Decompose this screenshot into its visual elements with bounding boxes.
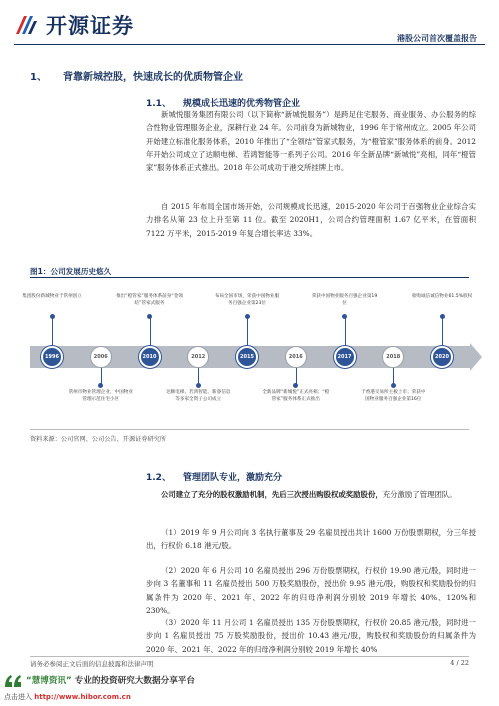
- section-1-2-heading: [146, 470, 282, 483]
- kaiyuan-logo-icon: [14, 14, 38, 36]
- timeline-connector: [393, 368, 394, 384]
- timeline-connector: [442, 316, 443, 346]
- timeline-event-label: 荣获中国物业服务百强企业第19位: [311, 294, 378, 306]
- timeline-marker: [342, 314, 347, 319]
- timeline-marker: [440, 314, 445, 319]
- timeline-marker: [98, 383, 103, 388]
- promo-tagline-text: 专业的投资研究大数据分享平台: [74, 676, 195, 686]
- timeline-connector: [52, 316, 53, 346]
- incentive-paragraph: [146, 488, 476, 501]
- promo-brand: “慧博资讯”: [26, 676, 72, 686]
- report-type-label: 港股公司首次覆盖报告: [397, 34, 477, 43]
- timeline-event-label: 收购诚信诚信物业61.5%股权: [411, 294, 473, 299]
- timeline-node-2016: 2016: [285, 346, 307, 368]
- section-title: 背靠新城控股，快速成长的优质物管企业: [62, 72, 243, 83]
- footer-disclaimer: 请务必参阅正文后面的信息披露和法律声明: [30, 660, 154, 668]
- timeline-connector: [296, 368, 297, 384]
- timeline-marker: [293, 383, 298, 388]
- timeline-node-2010: 2010: [139, 346, 161, 368]
- timeline-connector: [247, 316, 248, 346]
- section-number: 1.2、: [146, 473, 171, 483]
- timeline-marker: [245, 314, 250, 319]
- timeline-event-label: 达顺电梯、若鸿智能、新睿信息等多家全资子公司成立: [166, 390, 231, 402]
- section-1-heading: [30, 68, 243, 83]
- scale-paragraph: 自 2015 年布局全国市场开始，公司规模成长迅速，2015-2020 年公司于百强物业企业综合实力排名从第 23 位上升至第 11 位。截至 2020H1，公司合约管理面积 1.67 亿平米，在管面积 7122 万平米，2015-2019 年复合增长率达 33%。: [146, 202, 476, 238]
- timeline-node-2018: 2018: [382, 346, 404, 368]
- promo-link-line: [4, 692, 131, 702]
- timeline-event-label: 常州市物业管理企业，中国物业管理示范住宅小区: [68, 390, 133, 402]
- incentive-item-1: （1）2019 年 9 月公司向 3 名执行董事及 29 名雇员授出共计 1600 万份股票期权，分三年授出，行权价 6.18 港元/股。: [146, 528, 476, 551]
- brand-logo-text: 开源证券: [46, 14, 134, 38]
- timeline-connector: [101, 368, 102, 384]
- timeline-marker: [391, 383, 396, 388]
- timeline-event-label: 于香港交易所主板上市；荣获中国物业服务百强企业第16位: [361, 390, 426, 402]
- timeline-arrow-icon: [470, 343, 482, 371]
- timeline-connector: [345, 316, 346, 346]
- figure-bottom-rule: [30, 429, 469, 430]
- timeline-connector: [198, 368, 199, 384]
- timeline-node-2012: 2012: [187, 346, 209, 368]
- timeline-node-1996: 1996: [41, 346, 63, 368]
- section-title: 管理团队专业，激励充分: [182, 473, 282, 483]
- quote-mark-icon: [4, 674, 22, 688]
- promo-banner[interactable]: [0, 670, 499, 706]
- section-title: 规模成长迅速的优秀物管企业: [182, 99, 300, 109]
- incentive-item-3: （3）2020 年 11 月公司 1 名雇员授出 135 万份股票期权，行权价 20.85 港元/股，同时进一步向 1 名雇员授出 75 万股奖励股份，授出价 10.43 港元/股，购股权和奖励股份的归属条件为 2020 年、2021 年、2022 年的归母净利润分别较 2019 年增长 40%: [146, 618, 476, 654]
- timeline-node-2020: 2020: [431, 346, 453, 368]
- incentive-item-2: （2）2020 年 6 月公司 10 名雇员授出 296 万份股票期权，行权价 19.90 港元/股，同时进一步向 3 名董事和 11 名雇员授出 500 万股奖励股份，授出价 9.95 港元/股，购股权和奖励股份的归属条件为 2020 年、2021 年、2022 年的归母净利润分别较 2019 年增长 40%、120%和 230%。: [146, 566, 476, 615]
- timeline-marker: [50, 314, 55, 319]
- section-number: 1、: [30, 72, 47, 83]
- page-number: 4 / 22: [450, 659, 469, 667]
- timeline-marker: [196, 383, 201, 388]
- incentive-lead-bold: 公司建立了充分的股权激励机制，先后三次授出购股权或奖励股份，: [161, 490, 383, 499]
- figure-title: 图1：公司发展历史悠久: [30, 267, 112, 276]
- figure-source: 资料来源：公司官网、公司公告、开源证券研究所: [30, 436, 167, 443]
- intro-paragraph: 新城悦服务集团有限公司（以下简称“新城悦服务”）是跨足住宅服务、商业服务、办公服务的综合性物业管理服务企业，深耕行业 24 年。公司前身为新城物业，1996 年于常州成立。2005 年公司开始建立标准化服务体系，2010 年推出了“全领结”管家式服务，为“橙管家”服务体系的前身。2012 年开始公司成立了达顺电梯、若鸿智能等一系列子公司。2016 年全新品牌“新城悦”亮相，同年“橙管家”服务体系正式推出。2018 年公司成功于港交所挂牌上市。: [146, 110, 476, 173]
- timeline-marker: [147, 314, 152, 319]
- section-number: 1.1、: [146, 99, 171, 109]
- header-divider: [14, 44, 485, 45]
- timeline-node-2015: 2015: [236, 346, 258, 368]
- timeline-node-2017: 2017: [334, 346, 356, 368]
- incentive-lead-rest: 充分激励了管理团队。: [382, 490, 457, 499]
- figure-top-rule: [30, 277, 469, 278]
- timeline-event-label: 推出“橙管家”服务体系前身“金领结”管家式服务: [116, 294, 183, 306]
- promo-link-prefix: 点击进入: [4, 693, 32, 701]
- timeline-connector: [150, 316, 151, 346]
- timeline-event-label: 集团股份新城物业于常州创立: [22, 294, 82, 299]
- page-header: [0, 0, 499, 46]
- timeline-node-2006: 2006: [90, 346, 112, 368]
- promo-url-link[interactable]: http://www.hibor.com.cn: [34, 693, 131, 701]
- timeline-event-label: 布局全国市场，荣获中国物业服务百强企业第23位: [214, 294, 280, 306]
- timeline-event-label: 全新品牌“新城悦”正式亮相；“橙管家”服务体系正式推出: [262, 390, 330, 402]
- promo-tagline: [26, 674, 195, 686]
- history-timeline: [22, 288, 473, 424]
- footer-divider: [30, 656, 469, 657]
